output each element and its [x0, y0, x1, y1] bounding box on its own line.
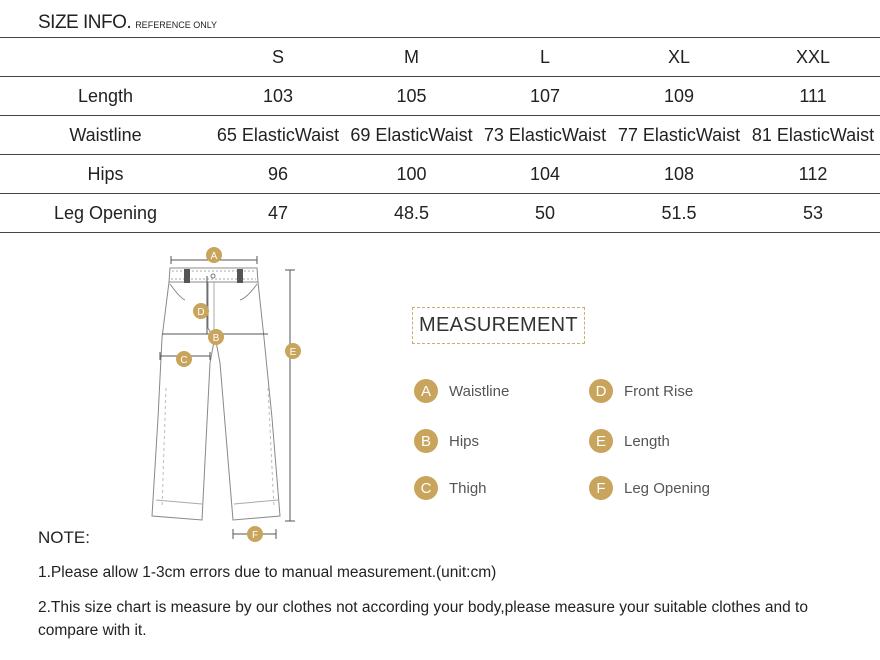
table-row-hips: [0, 155, 880, 194]
legend-badge-f: F: [589, 476, 613, 500]
table-cell: 107: [478, 77, 612, 116]
table-cell: 103: [211, 77, 345, 116]
belt-loop: [184, 269, 190, 283]
table-cell: 53: [746, 194, 880, 233]
legend-label-leg-opening: Leg Opening: [624, 479, 710, 497]
header-cell-xxl: XXL: [746, 38, 880, 77]
svg-text:B: B: [212, 333, 220, 344]
marker-e: [285, 343, 301, 359]
legend-item-d: [589, 379, 693, 403]
table-cell: 112: [746, 155, 880, 194]
title-text: SIZE INFO.: [38, 12, 132, 33]
marker-d: [193, 303, 209, 319]
leg-seam: [162, 388, 274, 508]
table-cell: 105: [345, 77, 478, 116]
length-measure-line: [285, 270, 295, 521]
table-cell: 65 ElasticWaist: [211, 116, 345, 155]
marker-a: [206, 247, 222, 263]
waistband-outline: [169, 268, 258, 282]
table-cell: 111: [746, 77, 880, 116]
row-label: Length: [0, 77, 211, 116]
legend-item-b: [414, 429, 479, 453]
legend-item-a: [414, 379, 509, 403]
page-title: [38, 12, 217, 34]
row-label: Leg Opening: [0, 194, 211, 233]
table-cell: 50: [478, 194, 612, 233]
header-cell-m: M: [345, 38, 478, 77]
svg-text:F: F: [251, 530, 259, 541]
legend-label-waistline: Waistline: [449, 382, 510, 400]
pocket-right: [240, 284, 257, 300]
button-icon: [211, 274, 215, 278]
hem-line: [156, 500, 278, 504]
table-cell: 96: [211, 155, 345, 194]
table-cell: 81 ElasticWaist: [746, 116, 880, 155]
header-cell-s: S: [211, 38, 345, 77]
table-cell: 47: [211, 194, 345, 233]
table-cell: 100: [345, 155, 478, 194]
belt-loop: [237, 269, 243, 283]
marker-b: [208, 329, 224, 345]
table-row-waistline: [0, 116, 880, 155]
table-cell: 104: [478, 155, 612, 194]
note-line-1: 1.Please allow 1-3cm errors due to manual measurement.(unit:cm): [38, 564, 497, 581]
legend-badge-d: D: [589, 379, 613, 403]
title-subtitle: REFERENCE ONLY: [135, 20, 218, 30]
legend-item-e: [589, 429, 670, 453]
svg-text:A: A: [210, 251, 218, 262]
legend-badge-b: B: [414, 429, 438, 453]
table-row-length: [0, 77, 880, 116]
legend-badge-a: A: [414, 379, 438, 403]
svg-text:E: E: [289, 347, 297, 358]
legend-label-hips: Hips: [449, 432, 480, 450]
legend-badge-e: E: [589, 429, 613, 453]
svg-text:D: D: [197, 307, 205, 318]
row-label: Waistline: [0, 116, 211, 155]
header-cell-xl: XL: [612, 38, 746, 77]
note-line-2: 2.This size chart is measure by our clothes not according your body,please measure your suitable clothes and to compare with it.: [38, 599, 808, 639]
table-cell: 69 ElasticWaist: [345, 116, 478, 155]
table-cell: 48.5: [345, 194, 478, 233]
row-label: Hips: [0, 155, 211, 194]
svg-text:C: C: [180, 355, 188, 366]
legend-label-front-rise: Front Rise: [624, 382, 694, 400]
header-cell-l: L: [478, 38, 612, 77]
legend-badge-c: C: [414, 476, 438, 500]
header-cell: [0, 38, 211, 77]
marker-f: [247, 526, 263, 542]
size-table: [0, 38, 880, 233]
table-cell: 108: [612, 155, 746, 194]
table-cell: 77 ElasticWaist: [612, 116, 746, 155]
pants-diagram: [140, 238, 320, 548]
fly-line: [208, 282, 216, 336]
pocket-left: [170, 284, 185, 300]
marker-c: [176, 351, 192, 367]
table-cell: 51.5: [612, 194, 746, 233]
legend-label-thigh: Thigh: [449, 479, 487, 497]
note-title: NOTE:: [38, 528, 90, 547]
pants-outline: [152, 282, 280, 520]
measurement-title: MEASUREMENT: [412, 307, 585, 344]
table-header-row: [0, 38, 880, 77]
table-row-leg-opening: [0, 194, 880, 233]
legend-item-c: [414, 476, 487, 500]
legend-item-f: [589, 476, 710, 500]
legend-label-length: Length: [624, 432, 670, 450]
table-cell: 73 ElasticWaist: [478, 116, 612, 155]
table-cell: 109: [612, 77, 746, 116]
